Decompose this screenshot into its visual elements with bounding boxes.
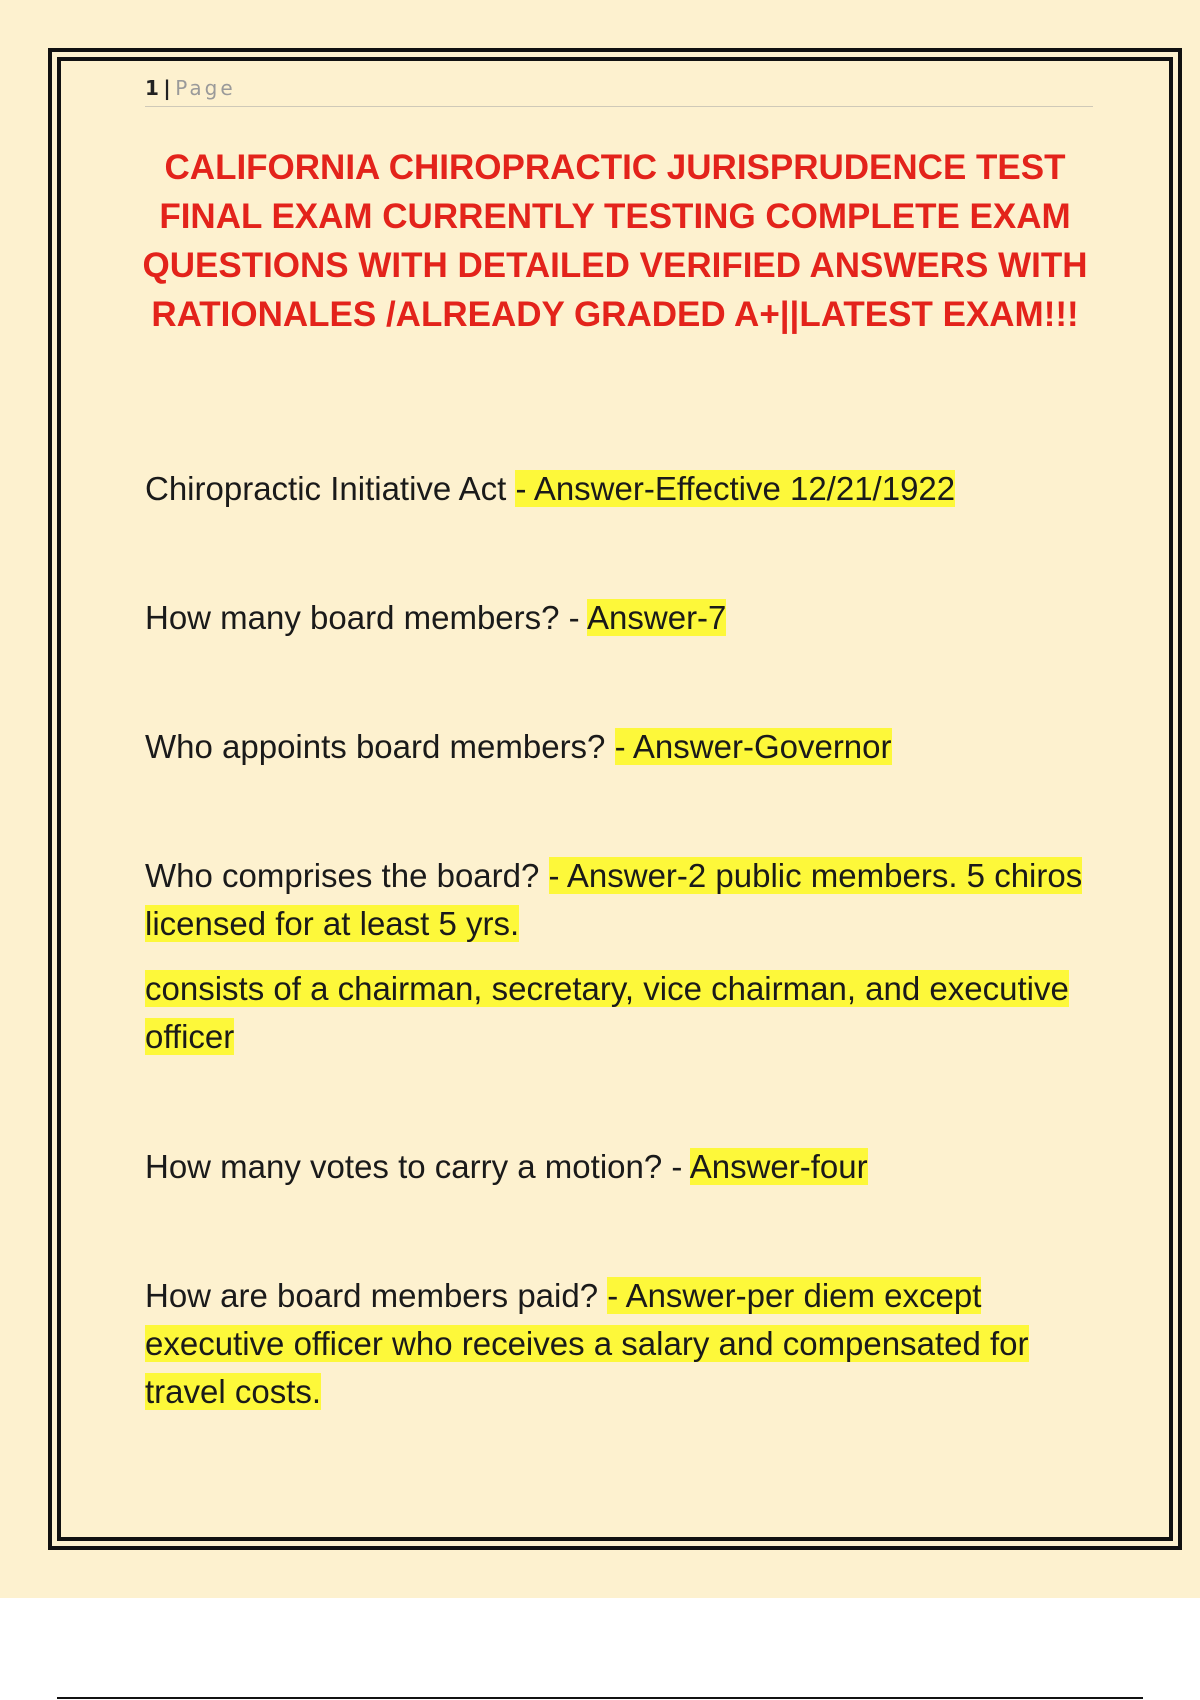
qa-item-board-composition-extra [145,965,1085,1061]
question-text: How are board members paid? [145,1277,608,1314]
question-text: Who appoints board members? [145,728,615,765]
question-text: How many board members? - [145,599,588,636]
next-page-rule [57,1697,1143,1699]
header-rule [145,106,1093,107]
answer-text: - Answer-Effective 12/21/1922 [515,470,956,507]
answer-text: - Answer-Governor [614,728,892,765]
answer-text: Answer-four [689,1148,868,1185]
document-title: CALIFORNIA CHIROPRACTIC JURISPRUDENCE TEST FINAL EXAM CURRENTLY TESTING COMPLETE EXAM QUESTIONS WITH DETAILED VERIFIED ANSWERS WITH RATIONALES /ALREADY GRADED A+||LATEST EXAM!!! [142,148,1088,334]
qa-item-initiative-act [145,465,1085,513]
qa-item-board-pay [145,1272,1085,1416]
qa-item-board-members-count [145,594,1085,642]
question-text: How many votes to carry a motion? - [145,1148,690,1185]
answer-extra-text: consists of a chairman, secretary, vice chairman, and executive officer [145,970,1069,1055]
question-text: Who comprises the board? [145,857,549,894]
page-number-separator: | [163,76,172,100]
qa-item-appoints-board [145,723,1085,771]
page-word: Page [175,76,236,100]
question-text: Chiropractic Initiative Act [145,470,516,507]
qa-item-board-composition [145,852,1085,948]
answer-text: - Answer-per diem except executive officer who receives a salary and compensated for travel costs. [145,1277,1029,1410]
page-number: 1 [145,76,160,100]
answer-text: - Answer-2 public members. 5 chiros licensed for at least 5 yrs. [145,857,1083,942]
answer-text: Answer-7 [587,599,727,636]
qa-item-votes-motion [145,1143,1085,1191]
page-number-header [145,76,236,100]
